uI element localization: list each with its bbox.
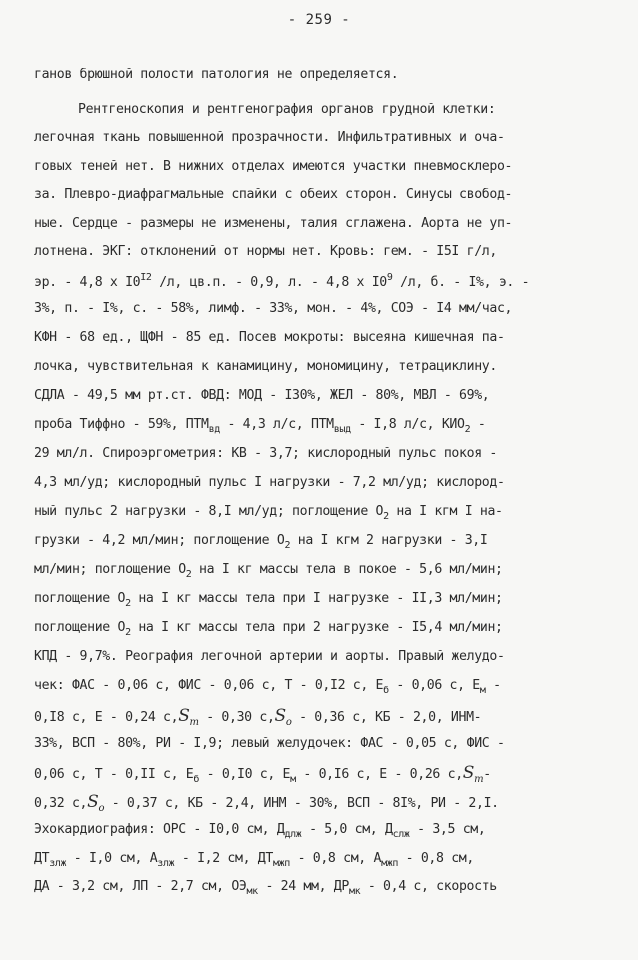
text-line: 29 мл/л. Спироэргометрия: КВ - 3,7; кислородный пульс покоя -	[34, 447, 497, 461]
subscript: вд	[208, 424, 220, 435]
subscript: мжп	[272, 858, 290, 869]
text-line: ные. Сердце - размеры не изменены, талия сглажена. Аорта не уп-	[34, 217, 513, 231]
subscript: 2	[464, 424, 471, 435]
text-line: за. Плевро-диафрагмальные спайки с обеих сторон. Синусы свобод-	[34, 188, 513, 202]
text-line: КПД - 9,7%. Реография легочной артерии и аорты. Правый желудо-	[34, 650, 505, 664]
handwritten-symbol: $S_m$	[462, 765, 484, 785]
text-line: лотнена. ЭКГ: отклонений от нормы нет. Кровь: гем. - I5I г/л,	[34, 245, 497, 259]
text-line: ганов брюшной полости патология не определяется.	[34, 68, 399, 82]
text-line: $ДТ_{злж} - I,0$ см, $А_{злж} - I,2$ см, $ДТ_{мжп} - 0,8$ см, $А_{мжп} - 0,8$ см,	[34, 852, 474, 869]
text-line: лочка, чувствительная к канамицину, мономицину, тетрациклину.	[34, 360, 497, 374]
subscript: 2	[284, 540, 291, 551]
text-line: ный пульс 2 нагрузки - 8,I мл/уд; поглощение $О_2$ на I кгм I на-	[34, 505, 503, 522]
text-line: 33%, ВСП - 80%, РИ - I,9; левый желудочек: ФАС - 0,05 с, ФИС -	[34, 737, 505, 751]
subscript: слж	[392, 829, 410, 840]
subscript: б	[383, 685, 389, 696]
text-line: говых теней нет. В нижних отделах имеются участки пневмосклеро-	[34, 160, 513, 174]
text-line: 0,06 с, Т - 0,II с, $Е_б - 0,I0$ с, $Е_м - 0,I6$ с, Е - 0,26 $с,S_m-$	[34, 765, 491, 785]
subscript: 2	[125, 598, 131, 609]
subscript: 2	[185, 569, 192, 580]
handwritten-symbol: $S_o$	[87, 794, 105, 814]
text-line: проба Тиффно - 59%, $ПТМ_{вд} - 4,3$ л/с, $ПТМ_{выд} - I,8$ л/с, $КИО_2$ -	[34, 418, 486, 435]
handwritten-symbol: $S_m$	[178, 708, 199, 728]
text-line: грузки - 4,2 мл/мин; поглощение $О_2$ на I кгм 2 нагрузки - 3,I	[34, 534, 488, 551]
handwritten-symbol: $S_o$	[274, 708, 292, 728]
subscript: м	[479, 685, 486, 696]
subscript: б	[193, 774, 200, 785]
text-line: Рентгеноскопия и рентгенография органов грудной клетки:	[78, 103, 496, 117]
subscript: мжп	[381, 858, 399, 869]
subscript: злж	[49, 858, 67, 869]
text-line: легочная ткань повышенной прозрачности. Инфильтративных и оча-	[34, 131, 505, 145]
text-line: эр. - 4,8 х $I0^{I2}$ /л, цв.п. - 0,9, л. - 4,8 х $I0^9$ /л, б. - I%, э. -	[34, 273, 530, 290]
subscript: выд	[333, 424, 351, 435]
text-line: КФН - 68 ед., ЩФН - 85 ед. Посев мокроты: высеяна кишечная па-	[34, 331, 505, 345]
subscript: 2	[125, 627, 131, 638]
text-line: 4,3 мл/уд; кислородный пульс I нагрузки - 7,2 мл/уд; кислород-	[34, 476, 505, 490]
subscript: м	[290, 774, 296, 785]
page-number: - 259 -	[287, 12, 351, 28]
text-line: поглощение $О_2$ на I кг массы тела при 2 нагрузке - I5,4 мл/мин;	[34, 621, 503, 638]
subscript: мк	[348, 886, 361, 897]
subscript: длж	[284, 829, 302, 840]
text-line: 3%, п. - I%, с. - 58%, лимф. - 33%, мон. - 4%, СОЭ - I4 мм/час,	[34, 302, 513, 316]
subscript: мк	[246, 886, 258, 897]
text-line: ДА - 3,2 см, ЛП - 2,7 см, $ОЭ_{мк} - 24$ мм, $ДР_{мк} - 0,4$ с, скорость	[34, 880, 497, 897]
text-line: СДЛА - 49,5 мм рт.ст. ФВД: МОД - I30%, ЖЕЛ - 80%, МВЛ - 69%,	[34, 389, 490, 403]
subscript: злж	[157, 858, 175, 869]
superscript: I2	[140, 273, 152, 283]
text-line: 0,I8 с, Е - 0,24 $с,S_m - 0,30$ $с,S_o - 0,36$ с, КБ - 2,0, ИНМ-	[34, 708, 482, 728]
text-line: чек: ФАС - 0,06 с, ФИС - 0,06 с, Т - 0,I2 с, $Е_б - 0,06$ с, $Е_м$ -	[34, 679, 501, 696]
text-line: мл/мин; поглощение $О_2$ на I кг массы тела в покое - 5,6 мл/мин;	[34, 563, 503, 580]
text-line: поглощение $О_2$ на I кг массы тела при I нагрузке - II,3 мл/мин;	[34, 592, 503, 609]
subscript: 2	[383, 511, 389, 522]
text-line: 0,32 $с,S_o - 0,37$ с, КБ - 2,4, ИНМ - 30%, ВСП - 8I%, РИ - 2,I.	[34, 794, 499, 814]
text-line: Эхокардиография: ОРС - I0,0 см, $Д_{длж} - 5,0$ см, $Д_{слж} - 3,5$ см,	[34, 823, 486, 840]
superscript: 9	[386, 273, 393, 283]
